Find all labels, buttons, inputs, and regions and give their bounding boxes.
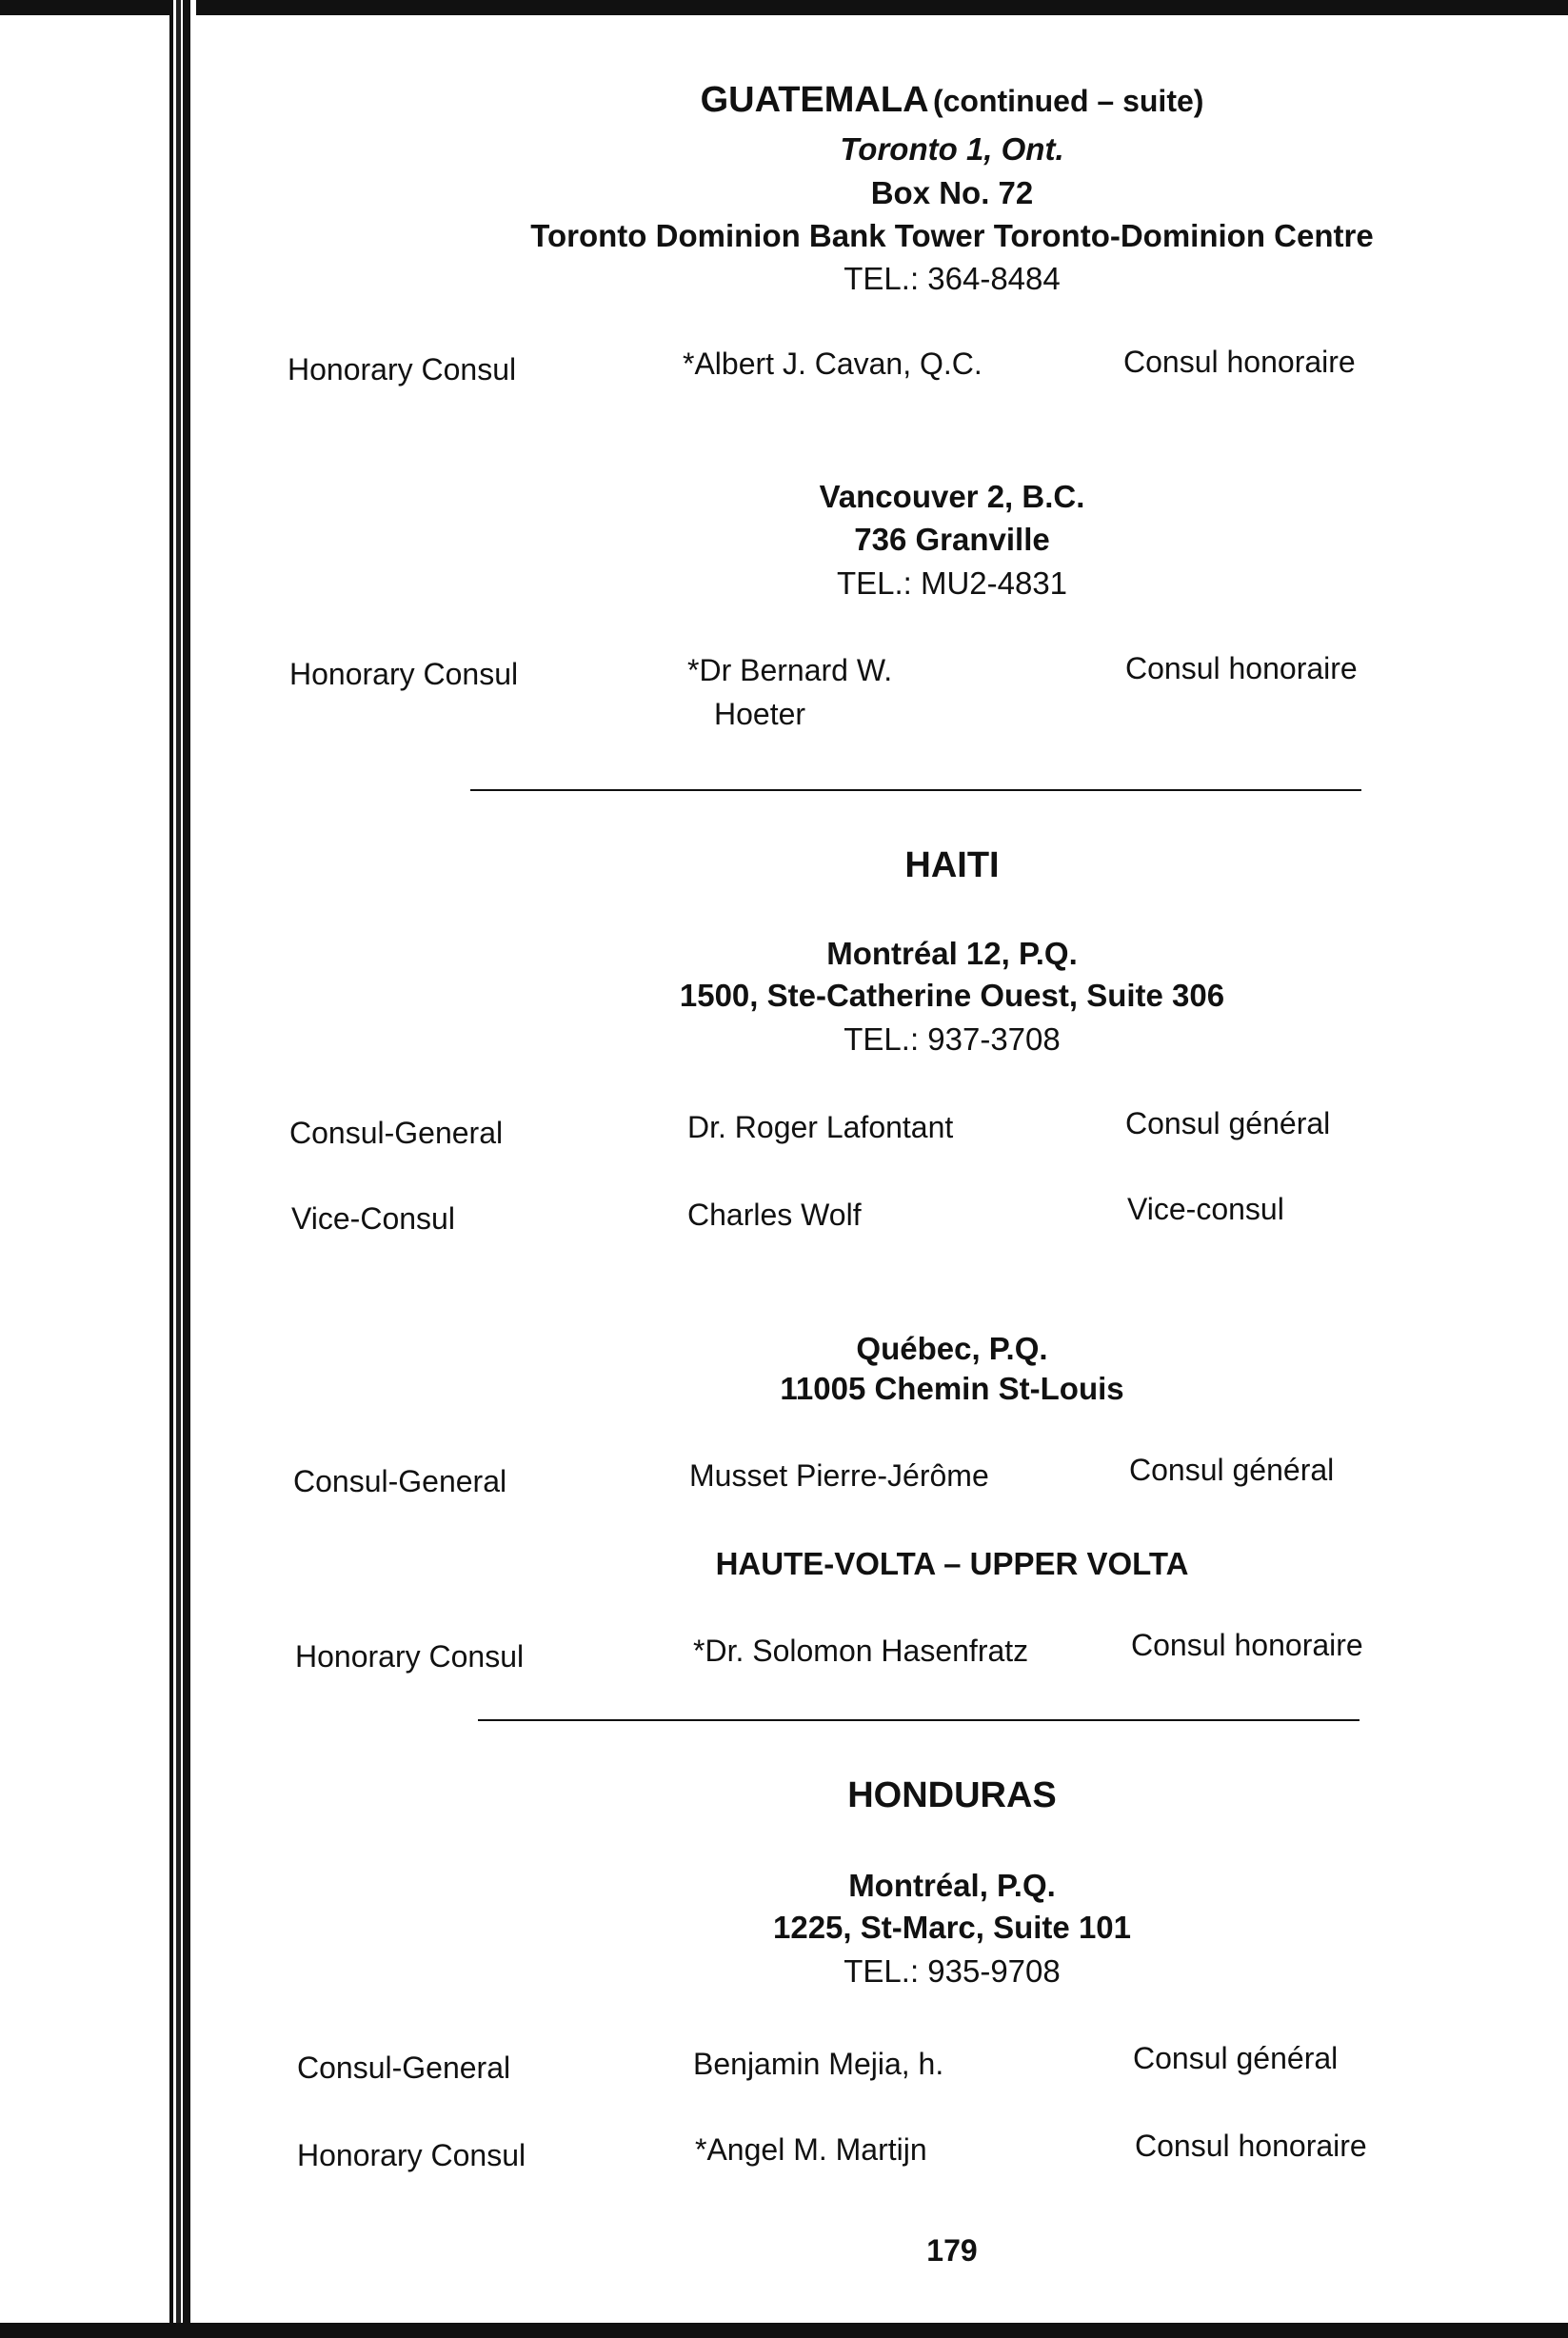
page-number: 179	[926, 2233, 978, 2268]
toronto-building: Toronto Dominion Bank Tower Toronto-Dominion Centre	[530, 218, 1374, 253]
book-binding-edge	[169, 0, 196, 2338]
consul-name-line2: Hoeter	[714, 697, 806, 731]
title-fr: Consul général	[1125, 1106, 1331, 1140]
toronto-box: Box No. 72	[870, 175, 1034, 210]
consul-name: Charles Wolf	[687, 1198, 862, 1232]
title-en: Honorary Consul	[297, 2138, 526, 2172]
montreal-tel: TEL.: 935-9708	[844, 1953, 1061, 1989]
montreal-city: Montréal, P.Q.	[848, 1868, 1056, 1903]
consul-name: Benjamin Mejia, h.	[693, 2047, 944, 2081]
toronto-city: Toronto 1, Ont.	[840, 131, 1064, 167]
guatemala-heading	[466, 80, 1438, 121]
consul-name: *Angel M. Martijn	[695, 2132, 927, 2167]
consul-name: Dr. Roger Lafontant	[687, 1110, 954, 1144]
title-en: Consul-General	[293, 1464, 507, 1498]
directory-page	[200, 0, 1568, 2338]
consul-name: *Albert J. Cavan, Q.C.	[683, 347, 982, 381]
consul-name: Musset Pierre-Jérôme	[689, 1458, 989, 1493]
consul-name: *Dr. Solomon Hasenfratz	[693, 1634, 1029, 1668]
title-en: Consul-General	[289, 1116, 504, 1150]
title-fr: Consul honoraire	[1125, 651, 1358, 685]
country-name: GUATEMALA	[700, 80, 929, 120]
honduras-heading: HONDURAS	[847, 1775, 1057, 1815]
vancouver-street: 736 Granville	[854, 522, 1050, 557]
section-divider	[478, 1719, 1360, 1721]
title-en: Honorary Consul	[289, 657, 519, 691]
title-fr: Vice-consul	[1127, 1192, 1284, 1226]
section-divider	[470, 789, 1361, 791]
montreal-street: 1225, St-Marc, Suite 101	[772, 1910, 1132, 1945]
consul-name: *Dr Bernard W.	[687, 653, 893, 687]
montreal-street: 1500, Ste-Catherine Ouest, Suite 306	[679, 978, 1225, 1013]
title-en: Honorary Consul	[288, 352, 517, 386]
quebec-city: Québec, P.Q.	[856, 1331, 1048, 1366]
haute-volta-heading: HAUTE-VOLTA – UPPER VOLTA	[715, 1546, 1189, 1581]
vancouver-city: Vancouver 2, B.C.	[819, 479, 1085, 514]
toronto-tel: TEL.: 364-8484	[844, 261, 1061, 296]
continued-note: (continued – suite)	[932, 84, 1204, 118]
title-fr: Consul honoraire	[1135, 2129, 1367, 2163]
haiti-heading: HAITI	[904, 845, 1000, 885]
title-en: Vice-Consul	[291, 1201, 455, 1236]
title-fr: Consul honoraire	[1131, 1628, 1363, 1662]
vancouver-tel: TEL.: MU2-4831	[836, 565, 1068, 601]
title-fr: Consul honoraire	[1123, 345, 1356, 379]
montreal-tel: TEL.: 937-3708	[844, 1021, 1061, 1057]
title-en: Consul-General	[297, 2051, 511, 2085]
title-fr: Consul général	[1129, 1453, 1335, 1487]
montreal-city: Montréal 12, P.Q.	[826, 936, 1078, 971]
title-en: Honorary Consul	[295, 1639, 525, 1674]
title-fr: Consul général	[1133, 2041, 1339, 2075]
quebec-street: 11005 Chemin St-Louis	[780, 1371, 1124, 1406]
